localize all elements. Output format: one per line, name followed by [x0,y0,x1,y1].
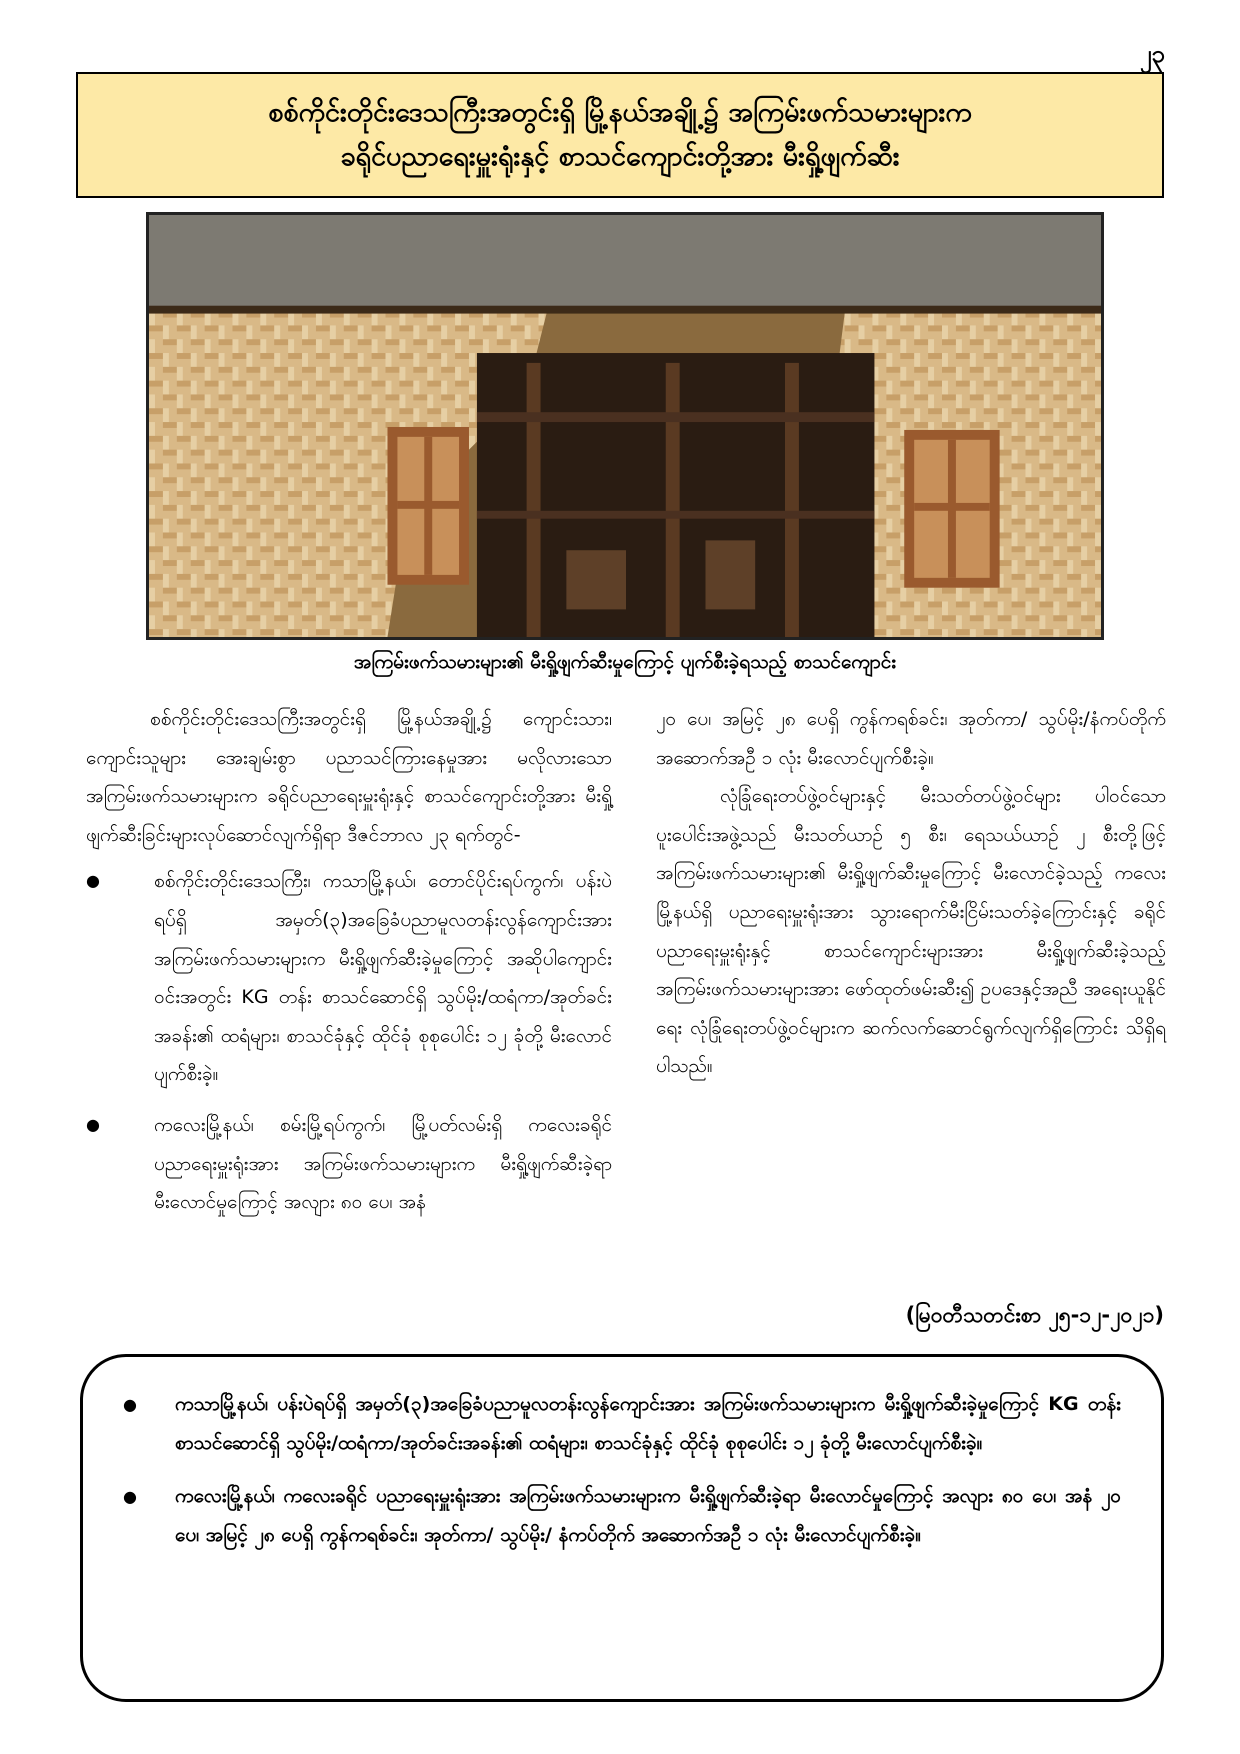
left-window [387,427,468,585]
headline-line-2: ခရိုင်ပညာရေးမှူးရုံးနှင့် စာသင်ကျောင်းတို့အား မီးရှို့ဖျက်ဆီး [340,141,900,172]
incident-item-kale: ● ကလေးမြို့နယ်၊ စမ်းမြို့ရပ်ကွက်၊ မြို့ပတ်လမ်းရှိ ကလေးခရိုင်ပညာရေးမှူးရုံးအား အကြမ်းဖက်သမားများက မီးရှို့ဖျက်ဆီးခဲ့ရာ မီးလောင်မှုကြောင့် အလျား ၈၀ ပေ၊ အနံ [86,1106,612,1222]
headline-line-1: စစ်ကိုင်းတိုင်းဒေသကြီးအတွင်းရှိ မြို့နယ်အချို့၌ အကြမ်းဖက်သမားများက [268,97,972,128]
burned-school-illustration [149,215,1101,637]
right-window [904,430,999,588]
summary-list [123,1385,1121,1555]
page-number: ၂၃ [1139,40,1165,68]
photo-caption: အကြမ်းဖက်သမားများ၏ မီးရှို့ဖျက်ဆီးမှုကြောင့် ပျက်စီးခဲ့ရသည့် စာသင်ကျောင်း [353,651,897,673]
incident-item-katha: ● စစ်ကိုင်းတိုင်းဒေသကြီး၊ ကသာမြို့နယ်၊ တောင်ပိုင်းရပ်ကွက်၊ ပန်းပဲရပ်ရှိ အမှတ်(၃)အခြေခံပညာမူလတန်းလွန်ကျောင်းအား အကြမ်းဖက်သမားများက မီးရှို့ဖျက်ဆီးခဲ့မှုကြောင့် အဆိုပါကျောင်းဝင်းအတွင်း KG တန်း စာသင်ဆောင်ရှိ သွပ်မိုး/ထရံကာ/အုတ်ခင်းအခန်း၏ ထရံများ၊ စာသင်ခုံနှင့် ထိုင်ခုံ စုစုပေါင်း ၁၂ ခုံတို့ မီးလောင်ပျက်စီးခဲ့။ [86,862,612,1094]
summary-item-katha: ● ကသာမြို့နယ်၊ ပန်းပဲရပ်ရှိ အမှတ်(၃)အခြေခံပညာမူလတန်းလွန်ကျောင်းအား အကြမ်းဖက်သမားများက မီးရှို့ဖျက်ဆီးခဲ့မှုကြောင့် KG တန်းစာသင်ဆောင်ရှိ သွပ်မိုး/ထရံကာ/အုတ်ခင်းအခန်း၏ ထရံများ၊ စာသင်ခုံနှင့် ထိုင်ခုံ စုစုပေါင်း ၁၂ ခုံတို့ မီးလောင်ပျက်စီးခဲ့။ [123,1385,1121,1463]
article-continuation: ၂၀ ပေ၊ အမြင့် ၂၈ ပေရှိ ကွန်ကရစ်ခင်း၊ အုတ်ကာ/ သွပ်မိုး/နံကပ်တိုက်အဆောက်အဦ ၁ လုံး မီးလောင်ပျက်စီးခဲ့။ [656,708,1166,769]
burned-school-photo [146,212,1104,640]
news-source: (မြဝတီသတင်းစာ ၂၅-၁၂-၂၀၂၁) [905,1303,1164,1327]
article-left-column [86,700,612,1234]
article-closing-paragraph: လုံခြုံရေးတပ်ဖွဲ့ဝင်များနှင့် မီးသတ်တပ်ဖွဲ့ဝင်များ ပါဝင်သော ပူးပေါင်းအဖွဲ့သည် မီးသတ်ယာဉ် ၅ စီး၊ ရေသယ်ယာဉ် ၂ စီးတို့ဖြင့် အကြမ်းဖက်သမားများ၏ မီးရှို့ဖျက်ဆီးမှုကြောင့် မီးလောင်ခဲ့သည့် ကလေးမြို့နယ်ရှိ ပညာရေးမှူးရုံးအား သွားရောက်မီးငြိမ်းသတ်ခဲ့ကြောင်းနှင့် ခရိုင်ပညာရေးမှူးရုံးနှင့် စာသင်ကျောင်းများအား မီးရှို့ဖျက်ဆီးခဲ့သည့် အကြမ်းဖက်သမားများအား ဖော်ထုတ်ဖမ်းဆီး၍ ဥပဒေနှင့်အညီ အရေးယူနိုင်ရေး လုံခြုံရေးတပ်ဖွဲ့ဝင်များက ဆက်လက်ဆောင်ရွက်လျက်ရှိကြောင်း သိရှိရပါသည်။ [656,785,1167,1078]
summary-item-kale: ● ကလေးမြို့နယ်၊ ကလေးခရိုင် ပညာရေးမှူးရုံးအား အကြမ်းဖက်သမားများက မီးရှို့ဖျက်ဆီးခဲ့ရာ မီးလောင်မှုကြောင့် အလျား ၈၀ ပေ၊ အနံ ၂၀ ပေ၊ အမြင့် ၂၈ ပေရှိ ကွန်ကရစ်ခင်း၊ အုတ်ကာ/ သွပ်မိုး/ နံကပ်တိုက် အဆောက်အဦ ၁ လုံး မီးလောင်ပျက်စီးခဲ့။ [123,1477,1121,1555]
headline-box [76,72,1164,198]
article-right-column [656,700,1166,1086]
roof [149,215,1101,309]
article-intro: စစ်ကိုင်းတိုင်းဒေသကြီးအတွင်းရှိ မြို့နယ်အချို့၌ ကျောင်းသား၊ ကျောင်းသူများ အေးချမ်းစွာ ပညာသင်ကြားနေမှုအား မလိုလားသော အကြမ်းဖက်သမားများက ခရိုင်ပညာရေးမှူးရုံးနှင့် စာသင်ကျောင်းတို့အား မီးရှို့ဖျက်ဆီးခြင်းများလုပ်ဆောင်လျက်ရှိရာ ဒီဇင်ဘာလ ၂၃ ရက်တွင်- [86,708,612,846]
incident-list [86,862,612,1221]
summary-box [80,1354,1164,1702]
